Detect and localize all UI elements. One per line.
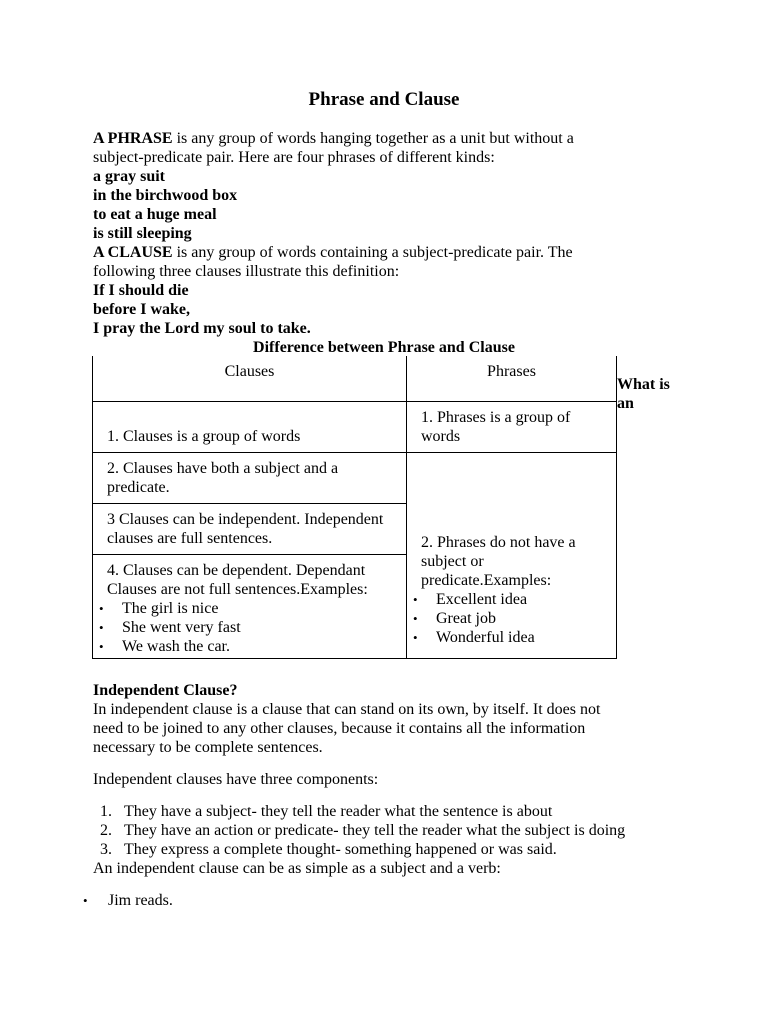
phrase-example-list [421, 590, 602, 647]
section-heading: Independent Clause? [93, 682, 238, 699]
components-list [93, 802, 693, 859]
table-row [93, 402, 617, 453]
phrase-example: to eat a huge meal [93, 206, 217, 223]
table-row [93, 453, 617, 504]
clause-example: I pray the Lord my soul to take. [93, 320, 311, 337]
clause-cell-text: 4. Clauses can be dependent. Dependant Clauses are not full sentences.Examples: [107, 562, 368, 598]
side-heading-line1: What is [617, 376, 670, 393]
clause-example-list [107, 599, 392, 656]
phrase-definition [93, 129, 673, 338]
clause-cell [93, 555, 407, 659]
phrase-example: a gray suit [93, 168, 165, 185]
side-heading [617, 375, 687, 413]
simple-intro: An independent clause can be as simple as a subject and a verb: [93, 860, 501, 877]
page-title: Phrase and Clause [308, 89, 460, 110]
phrase-cell [407, 453, 617, 659]
table-caption: Difference between Phrase and Clause [253, 339, 515, 356]
phrase-cell-text: 2. Phrases do not have a subject or predicate.Examples: [421, 534, 576, 589]
list-item: • Wonderful idea [407, 628, 602, 647]
paragraph-line: In independent clause is a clause that can stand on its own, by itself. It does not [93, 701, 601, 718]
phrase-def-line2: subject-predicate pair. Here are four phrases of different kinds: [93, 149, 495, 166]
list-item: 1. They have a subject- they tell the reader what the sentence is about [100, 803, 553, 820]
list-item: • She went very fast [93, 618, 392, 637]
clause-example: If I should die [93, 282, 189, 299]
comparison-table [92, 356, 617, 659]
header-cell-clauses: Clauses [93, 356, 407, 402]
example-text: Jim reads. [108, 892, 173, 909]
components-intro: Independent clauses have three components: [93, 771, 379, 788]
phrase-term: A PHRASE [93, 130, 173, 147]
bullet-icon: • [83, 893, 88, 908]
phrase-example: is still sleeping [93, 225, 192, 242]
paragraph-line: need to be joined to any other clauses, because it contains all the information [93, 720, 586, 737]
clause-def-line1: is any group of words containing a subject-predicate pair. The [172, 244, 573, 261]
list-item: • The girl is nice [93, 599, 392, 618]
header-cell-phrases: Phrases [407, 356, 617, 402]
phrase-example: in the birchwood box [93, 187, 238, 204]
table-header-row [93, 356, 617, 402]
clause-term: A CLAUSE [93, 244, 173, 261]
clause-cell: 3 Clauses can be independent. Independent clauses are full sentences. [93, 504, 407, 555]
list-item: 2. They have an action or predicate- they tell the reader what the subject is doing [100, 822, 626, 839]
clause-example: before I wake, [93, 301, 191, 318]
side-heading-line2: an [617, 395, 634, 412]
clause-def-line2: following three clauses illustrate this definition: [93, 263, 400, 280]
phrase-def-line1: is any group of words hanging together as a unit but without a [172, 130, 574, 147]
list-item: • Great job [407, 609, 602, 628]
paragraph-line: necessary to be complete sentences. [93, 739, 323, 756]
list-item: 3. They express a complete thought- something happened or was said. [100, 841, 557, 858]
clause-cell: 1. Clauses is a group of words [93, 402, 407, 453]
independent-clause-section [93, 681, 693, 789]
clause-cell: 2. Clauses have both a subject and a predicate. [93, 453, 407, 504]
phrase-cell: 1. Phrases is a group of words [407, 402, 617, 453]
list-item: • We wash the car. [93, 637, 392, 656]
list-item: • Excellent idea [407, 590, 602, 609]
